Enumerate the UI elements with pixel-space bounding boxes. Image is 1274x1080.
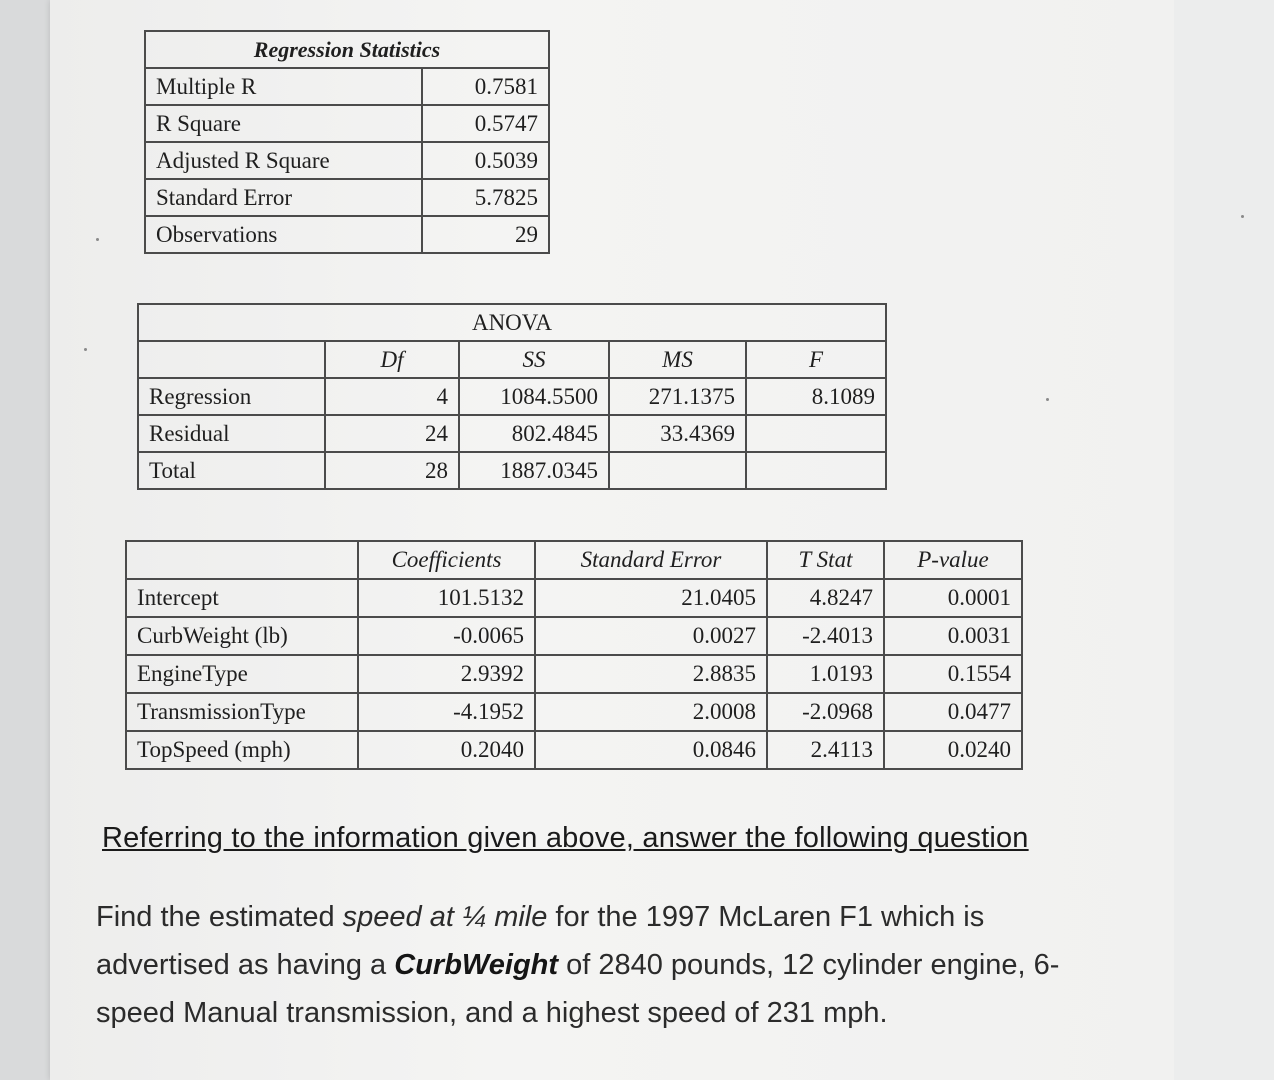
question-heading: Referring to the information given above, answer the following question xyxy=(102,822,1029,854)
table-cell-empty xyxy=(138,341,325,378)
stat-label: Standard Error xyxy=(145,179,422,216)
question-text: for the 1997 McLaren F1 which is xyxy=(547,901,985,933)
coef-t: -2.0968 xyxy=(767,693,884,731)
stat-label: Observations xyxy=(145,216,422,253)
stat-value: 0.5747 xyxy=(422,105,549,142)
table-row xyxy=(126,731,1022,769)
table-row xyxy=(145,105,549,142)
coef-row-label: Intercept xyxy=(126,579,358,617)
anova-row-label: Regression xyxy=(138,378,325,415)
table-row xyxy=(126,655,1022,693)
anova-f: 8.1089 xyxy=(746,378,886,415)
anova-f xyxy=(746,452,886,489)
coef-p: 0.0031 xyxy=(884,617,1022,655)
coef-se: 21.0405 xyxy=(535,579,767,617)
coef-value: -4.1952 xyxy=(358,693,535,731)
coef-header-t-stat: T Stat xyxy=(767,541,884,579)
anova-header-df: Df xyxy=(325,341,459,378)
table-row xyxy=(138,378,886,415)
table-row xyxy=(145,216,549,253)
question-text: of 2840 pounds, 12 cylinder engine, 6- xyxy=(558,949,1060,981)
anova-f xyxy=(746,415,886,452)
coef-p: 0.0001 xyxy=(884,579,1022,617)
background-gutter xyxy=(1174,0,1274,1080)
anova-df: 24 xyxy=(325,415,459,452)
coef-header-standard-error: Standard Error xyxy=(535,541,767,579)
coef-value: 0.2040 xyxy=(358,731,535,769)
table-row xyxy=(138,415,886,452)
anova-ss: 1887.0345 xyxy=(459,452,609,489)
stat-value: 0.5039 xyxy=(422,142,549,179)
table-row xyxy=(145,68,549,105)
anova-row-label: Residual xyxy=(138,415,325,452)
anova-df: 28 xyxy=(325,452,459,489)
coef-header-p-value: P-value xyxy=(884,541,1022,579)
anova-header-f: F xyxy=(746,341,886,378)
coef-row-label: EngineType xyxy=(126,655,358,693)
coef-se: 0.0846 xyxy=(535,731,767,769)
coef-p: 0.0240 xyxy=(884,731,1022,769)
anova-ms xyxy=(609,452,746,489)
stat-label: Adjusted R Square xyxy=(145,142,422,179)
anova-df: 4 xyxy=(325,378,459,415)
anova-title: ANOVA xyxy=(138,304,886,341)
table-row xyxy=(126,693,1022,731)
question-text-bold: CurbWeight xyxy=(394,949,559,981)
table-row xyxy=(145,31,549,68)
question-text: advertised as having a xyxy=(96,949,395,981)
regression-statistics-title: Regression Statistics xyxy=(145,31,549,68)
speck xyxy=(84,348,87,351)
stat-value: 5.7825 xyxy=(422,179,549,216)
coef-se: 2.0008 xyxy=(535,693,767,731)
coef-header-coefficients: Coefficients xyxy=(358,541,535,579)
anova-ss: 1084.5500 xyxy=(459,378,609,415)
question-line xyxy=(96,941,1096,989)
table-cell-empty xyxy=(126,541,358,579)
coef-value: -0.0065 xyxy=(358,617,535,655)
anova-row-label: Total xyxy=(138,452,325,489)
stat-value: 0.7581 xyxy=(422,68,549,105)
question-text: Find the estimated xyxy=(96,901,343,933)
regression-statistics-table xyxy=(144,30,550,254)
stat-value: 29 xyxy=(422,216,549,253)
question-body xyxy=(96,893,1096,1037)
question-line xyxy=(96,893,1096,941)
coef-se: 0.0027 xyxy=(535,617,767,655)
table-row xyxy=(145,179,549,216)
anova-header-ss: SS xyxy=(459,341,609,378)
anova-ms: 33.4369 xyxy=(609,415,746,452)
table-row xyxy=(126,541,1022,579)
anova-table xyxy=(137,303,887,490)
coef-value: 101.5132 xyxy=(358,579,535,617)
stat-label: Multiple R xyxy=(145,68,422,105)
table-row xyxy=(126,579,1022,617)
coef-p: 0.1554 xyxy=(884,655,1022,693)
anova-header-ms: MS xyxy=(609,341,746,378)
stat-label: R Square xyxy=(145,105,422,142)
table-row xyxy=(145,142,549,179)
coefficients-table xyxy=(125,540,1023,770)
coef-t: -2.4013 xyxy=(767,617,884,655)
coef-t: 1.0193 xyxy=(767,655,884,693)
coef-t: 2.4113 xyxy=(767,731,884,769)
anova-ss: 802.4845 xyxy=(459,415,609,452)
coef-row-label: TopSpeed (mph) xyxy=(126,731,358,769)
speck xyxy=(96,238,99,241)
coef-p: 0.0477 xyxy=(884,693,1022,731)
coef-value: 2.9392 xyxy=(358,655,535,693)
table-row xyxy=(138,452,886,489)
coef-row-label: TransmissionType xyxy=(126,693,358,731)
speck xyxy=(1241,215,1244,218)
table-row xyxy=(138,304,886,341)
table-row xyxy=(126,617,1022,655)
question-text-italic: speed at ¼ mile xyxy=(342,901,548,933)
speck xyxy=(1046,398,1049,401)
coef-t: 4.8247 xyxy=(767,579,884,617)
anova-ms: 271.1375 xyxy=(609,378,746,415)
coef-se: 2.8835 xyxy=(535,655,767,693)
coef-row-label: CurbWeight (lb) xyxy=(126,617,358,655)
table-row xyxy=(138,341,886,378)
question-line: speed Manual transmission, and a highest speed of 231 mph. xyxy=(96,997,888,1029)
